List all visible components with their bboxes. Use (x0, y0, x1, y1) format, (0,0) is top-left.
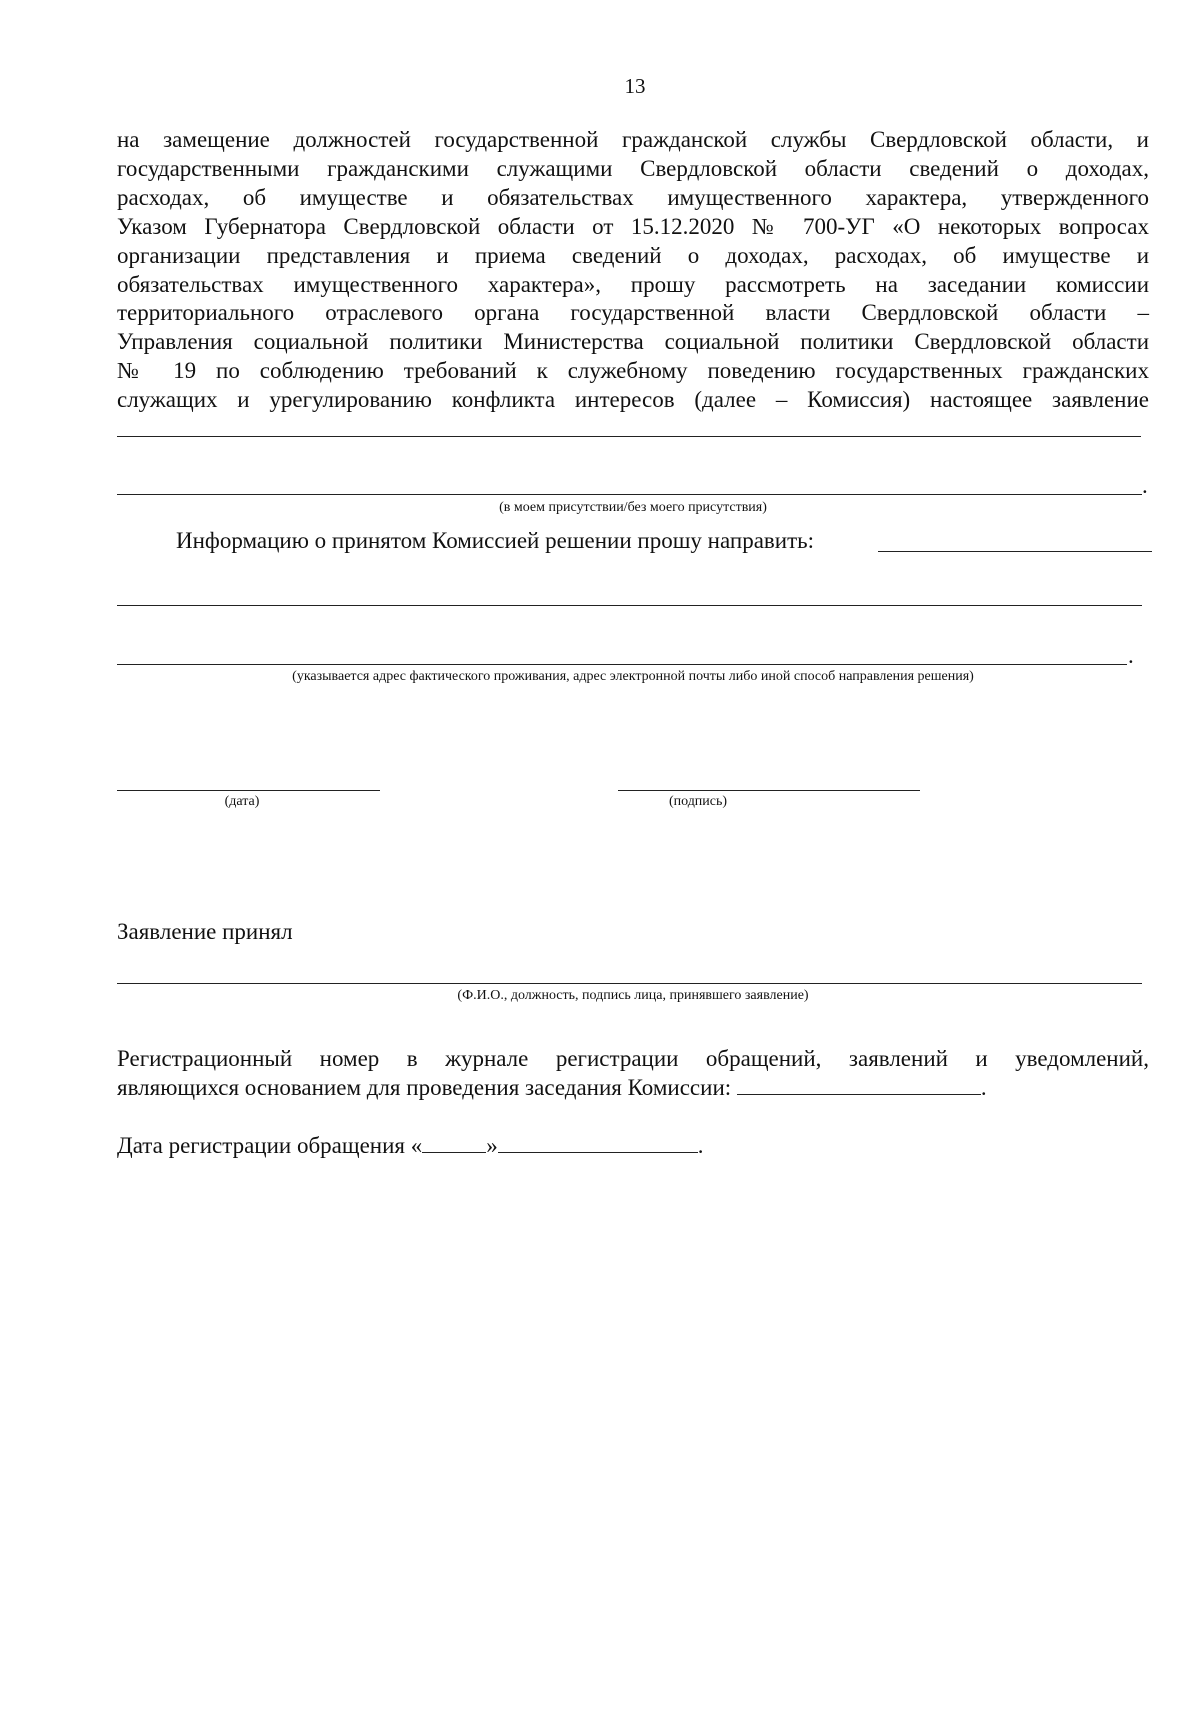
registration-number-blank[interactable] (737, 1074, 981, 1095)
signature-hint: (подпись) (668, 794, 728, 809)
info-request-label: Информацию о принятом Комиссией решении прошу направить: (176, 528, 815, 553)
intro-line: территориального отраслевого органа государственной власти Свердловской области – (117, 300, 1149, 326)
intro-line: Управления социальной политики Министерства социальной политики Свердловской области (117, 329, 1149, 355)
registration-line-2 (117, 1074, 987, 1102)
date-hint: (дата) (224, 794, 260, 809)
registration-period: . (980, 1075, 987, 1100)
registration-date-period: . (697, 1133, 704, 1158)
statement-blank-line[interactable] (117, 494, 1142, 495)
date-blank[interactable] (117, 790, 380, 791)
info-request-blank[interactable] (878, 551, 1152, 552)
registration-date-row (117, 1132, 704, 1160)
registration-date-mid: » (486, 1133, 498, 1158)
accepted-label: Заявление принял (117, 919, 293, 944)
intro-paragraph (117, 126, 1149, 415)
accepted-blank-line[interactable] (117, 983, 1142, 984)
intro-line: расходах, об имуществе и обязательствах имущественного характера, утвержденного (117, 184, 1149, 210)
intro-line: Указом Губернатора Свердловской области от 15.12.2020 № 700-УГ «О некоторых вопросах (117, 213, 1149, 239)
intro-line: служащих и урегулированию конфликта интересов (далее – Комиссия) настоящее заявление (117, 387, 1149, 413)
registration-date-label: Дата регистрации обращения « (117, 1133, 423, 1158)
registration-month-year-blank[interactable] (498, 1132, 698, 1153)
address-hint: (указывается адрес фактического проживания, адрес электронной почты либо иной способ направления решения) (292, 669, 974, 684)
line-end-period: . (1128, 643, 1134, 668)
page-number: 13 (624, 74, 646, 98)
line-end-period: . (1142, 473, 1148, 498)
intro-line: организации представления и приема сведений о доходах, расходах, об имуществе и (117, 242, 1149, 268)
registration-day-blank[interactable] (422, 1132, 486, 1153)
registration-paragraph (117, 1045, 1149, 1074)
intro-line: государственными гражданскими служащими Свердловской области сведений о доходах, (117, 155, 1149, 181)
intro-line: № 19 по соблюдению требований к служебному поведению государственных гражданских (117, 358, 1149, 384)
registration-line: Регистрационный номер в журнале регистрации обращений, заявлений и уведомлений, (117, 1046, 1149, 1071)
presence-hint: (в моем присутствии/без моего присутствия) (499, 500, 767, 515)
statement-blank-line[interactable] (117, 436, 1141, 437)
registration-label: являющихся основанием для проведения заседания Комиссии: (117, 1075, 732, 1100)
intro-line: обязательствах имущественного характера», прошу рассмотреть на заседании комиссии (117, 271, 1149, 297)
signature-blank[interactable] (618, 790, 920, 791)
address-blank-line[interactable] (117, 605, 1142, 606)
accepted-hint: (Ф.И.О., должность, подпись лица, принявшего заявление) (457, 988, 809, 1003)
address-blank-line[interactable] (117, 664, 1127, 665)
intro-line: на замещение должностей государственной гражданской службы Свердловской области, и (117, 127, 1149, 152)
